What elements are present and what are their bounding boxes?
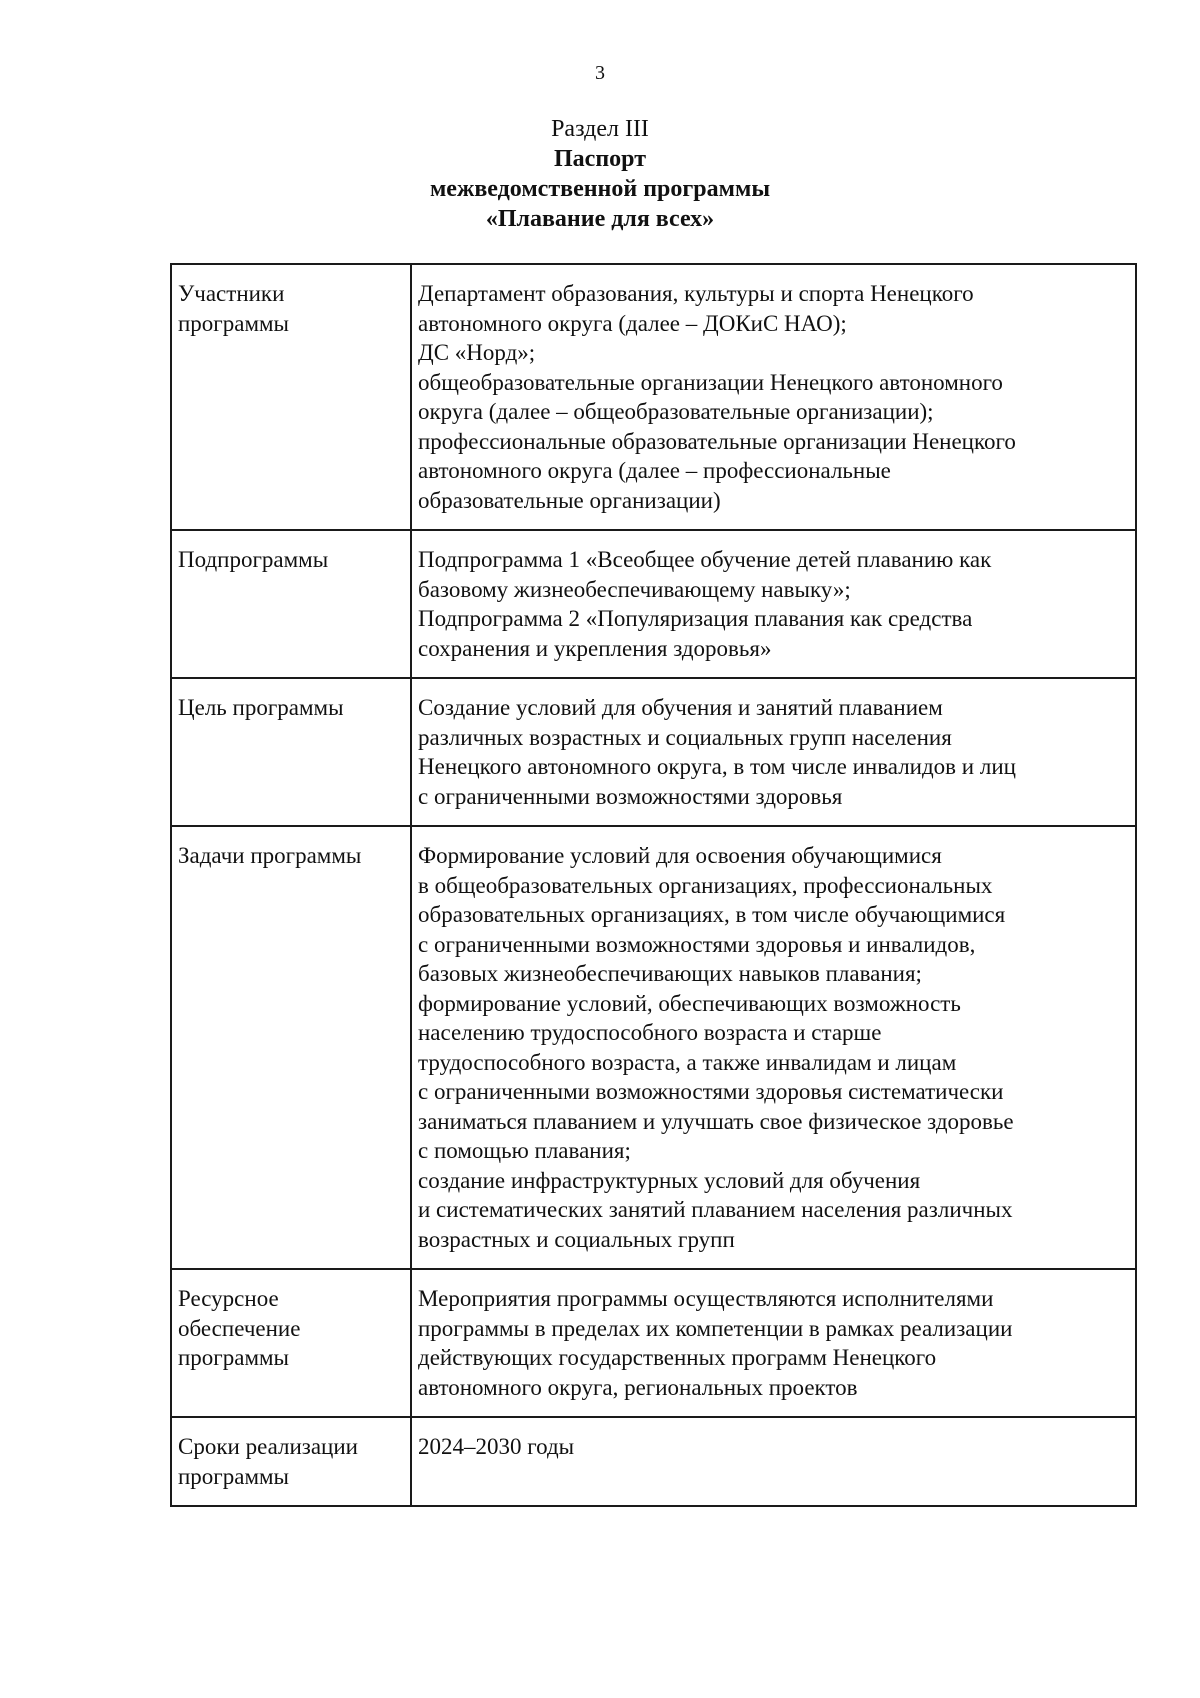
document-heading	[0, 114, 1200, 234]
section-title: Раздел III	[551, 116, 649, 142]
row-content-cell	[411, 1417, 1136, 1506]
row-label-line: программы	[178, 1463, 290, 1489]
row-content-line: автономного округа (далее – ДОКиС НАО);	[418, 310, 847, 336]
row-content-line: общеобразовательные организации Ненецкого автономного	[418, 369, 1003, 395]
row-content-line: с ограниченными возможностями здоровья систематически	[418, 1079, 1004, 1104]
row-label-line: обеспечение	[178, 1315, 301, 1341]
row-label-cell	[171, 826, 411, 1269]
row-content-line: Формирование условий для освоения обучающимися	[418, 843, 942, 868]
row-content-line: 2024–2030 годы	[418, 1434, 575, 1459]
row-content-line: и систематических занятий плаванием населения различных	[418, 1197, 1013, 1222]
row-content-line: Подпрограмма 2 «Популяризация плавания как средства	[418, 606, 973, 631]
row-content-line: базовых жизнеобеспечивающих навыков плавания;	[418, 961, 922, 986]
row-content-line: автономного округа (далее – профессиональные	[418, 458, 891, 483]
row-label-line: Сроки реализации	[178, 1434, 358, 1459]
row-content-line: округа (далее – общеобразовательные организации);	[418, 399, 934, 424]
row-content-cell	[411, 1269, 1136, 1417]
row-content-line: Мероприятия программы осуществляются исполнителями	[418, 1286, 994, 1311]
table-row	[171, 826, 1136, 1269]
row-label-line: Подпрограммы	[178, 547, 329, 572]
row-content-cell	[411, 826, 1136, 1269]
row-content-line: образовательных организациях, в том числе обучающимися	[418, 902, 1006, 927]
row-content-line: Департамент образования, культуры и спорта Ненецкого	[418, 281, 974, 306]
row-label-cell	[171, 1417, 411, 1506]
table-row	[171, 530, 1136, 678]
row-content-line: Создание условий для обучения и занятий плаванием	[418, 695, 943, 720]
program-passport-table	[170, 263, 1137, 1507]
program-name-title: «Плавание для всех»	[485, 206, 715, 232]
program-type-title: межведомственной программы	[429, 176, 771, 202]
passport-table-body	[171, 264, 1136, 1506]
row-content-line: заниматься плаванием и улучшать свое физическое здоровье	[418, 1108, 1014, 1134]
row-content-line: населению трудоспособного возраста и старше	[418, 1020, 882, 1045]
row-label-line: программы	[178, 310, 290, 336]
row-content-line: действующих государственных программ Ненецкого	[418, 1345, 937, 1370]
row-content-cell	[411, 264, 1136, 530]
row-label-cell	[171, 264, 411, 530]
row-content-line: программы в пределах их компетенции в рамках реализации	[418, 1315, 1013, 1341]
row-content-line: сохранения и укрепления здоровья»	[418, 635, 772, 661]
row-label-cell	[171, 678, 411, 826]
row-content-line: формирование условий, обеспечивающих возможность	[418, 990, 961, 1016]
row-content-line: ДС «Норд»;	[418, 340, 536, 365]
table-row	[171, 678, 1136, 826]
table-row	[171, 264, 1136, 530]
row-label-line: Ресурсное	[178, 1286, 279, 1311]
row-label-line: Задачи программы	[178, 843, 362, 868]
row-label-cell	[171, 530, 411, 678]
row-content-line: различных возрастных и социальных групп населения	[418, 724, 952, 750]
table-row	[171, 1417, 1136, 1506]
row-content-line: создание инфраструктурных условий для обучения	[418, 1167, 921, 1193]
row-label-line: программы	[178, 1345, 290, 1370]
row-content-line: профессиональные образовательные организации Ненецкого	[418, 428, 1016, 454]
row-content-line: с ограниченными возможностями здоровья и инвалидов,	[418, 931, 976, 957]
table-row	[171, 1269, 1136, 1417]
passport-title: Паспорт	[554, 146, 646, 172]
row-content-line: трудоспособного возраста, а также инвалидам и лицам	[418, 1049, 957, 1075]
row-content-line: базовому жизнеобеспечивающему навыку»;	[418, 576, 851, 602]
row-content-line: Подпрограмма 1 «Всеобщее обучение детей плаванию как	[418, 547, 992, 572]
row-content-line: с ограниченными возможностями здоровья	[418, 783, 843, 809]
row-content-line: с помощью плавания;	[418, 1138, 631, 1163]
row-label-cell	[171, 1269, 411, 1417]
row-content-line: в общеобразовательных организациях, профессиональных	[418, 872, 993, 898]
page-number: 3	[595, 62, 605, 84]
row-content-line: автономного округа, региональных проектов	[418, 1374, 858, 1400]
row-label-line: Цель программы	[178, 695, 344, 720]
row-content-line: образовательные организации)	[418, 487, 721, 513]
row-content-cell	[411, 678, 1136, 826]
row-content-line: возрастных и социальных групп	[418, 1226, 735, 1252]
row-label-line: Участники	[178, 281, 285, 306]
row-content-line: Ненецкого автономного округа, в том числе инвалидов и лиц	[418, 754, 1016, 779]
row-content-cell	[411, 530, 1136, 678]
